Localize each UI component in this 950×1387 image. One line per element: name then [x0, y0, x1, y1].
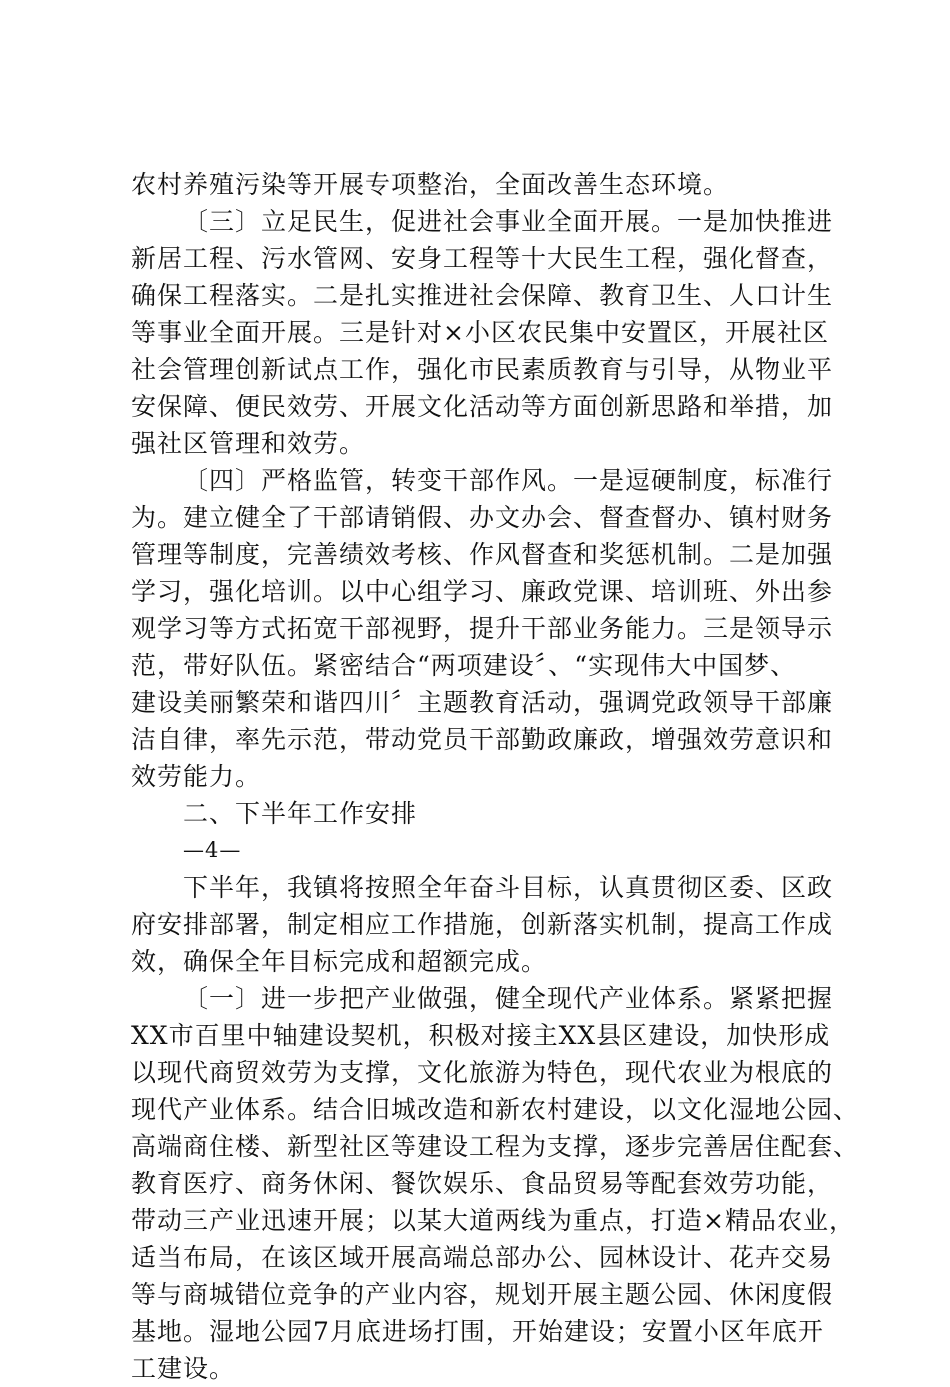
- text-line: 观学习等方式拓宽干部视野，提升干部业务能力。三是领导示: [131, 614, 834, 643]
- text-line: 强社区管理和效劳。: [131, 429, 366, 458]
- text-line: 〔一〕进一步把产业做强，健全现代产业体系。紧紧把握: [183, 984, 834, 1013]
- text-line: 以现代商贸效劳为支撑，文化旅游为特色，现代农业为根底的: [131, 1058, 834, 1087]
- page-number: —4—: [183, 838, 242, 862]
- text-line: 〔四〕严格监管，转变干部作风。一是逗硬制度，标准行: [183, 466, 834, 495]
- text-line: 教育医疗、商务休闲、餐饮娱乐、食品贸易等配套效劳功能，: [131, 1169, 834, 1198]
- text-line: 农村养殖污染等开展专项整治，全面改善生态环境。: [131, 170, 730, 199]
- text-line: 二、下半年工作安排: [183, 799, 418, 828]
- text-line: 安保障、便民效劳、开展文化活动等方面创新思路和举措，加: [131, 392, 834, 421]
- text-line: 社会管理创新试点工作，强化市民素质教育与引导，从物业平: [131, 355, 834, 384]
- text-line: XX市百里中轴建设契机，积极对接主XX县区建设，加快形成: [131, 1021, 831, 1050]
- text-line: 新居工程、污水管网、安身工程等十大民生工程，强化督查，: [131, 244, 834, 273]
- text-line: 效劳能力。: [131, 762, 262, 791]
- text-line: 工建设。: [131, 1354, 236, 1383]
- text-line: 下半年，我镇将按照全年奋斗目标，认真贯彻区委、区政: [183, 873, 834, 902]
- text-line: 等与商城错位竞争的产业内容，规划开展主题公园、休闲度假: [131, 1280, 834, 1309]
- text-line: 确保工程落实。二是扎实推进社会保障、教育卫生、人口计生: [131, 281, 834, 310]
- text-line: 范，带好队伍。紧密结合“两项建设〞、“实现伟大中国梦、: [131, 651, 797, 680]
- document-body: [131, 166, 860, 1387]
- text-line: 为。建立健全了干部请销假、办文办会、督查督办、镇村财务: [131, 503, 834, 532]
- text-line: 学习，强化培训。以中心组学习、廉政党课、培训班、外出参: [131, 577, 834, 606]
- text-line: 建设美丽繁荣和谐四川〞主题教育活动，强调党政领导干部廉: [131, 688, 834, 717]
- text-line: 等事业全面开展。三是针对×小区农民集中安置区，开展社区: [131, 318, 829, 347]
- text-line: 管理等制度，完善绩效考核、作风督查和奖惩机制。二是加强: [131, 540, 834, 569]
- text-line: 基地。湿地公园7月底进场打围，开始建设；安置小区年底开: [131, 1317, 824, 1346]
- text-line: 效，确保全年目标完成和超额完成。: [131, 947, 548, 976]
- text-line: 府安排部署，制定相应工作措施，创新落实机制，提高工作成: [131, 910, 834, 939]
- text-line: 〔三〕立足民生，促进社会事业全面开展。一是加快推进: [183, 207, 834, 236]
- text-line: 洁自律，率先示范，带动党员干部勤政廉政，增强效劳意识和: [131, 725, 834, 754]
- text-line: 适当布局，在该区域开展高端总部办公、园林设计、花卉交易: [131, 1243, 834, 1272]
- text-line: 高端商住楼、新型社区等建设工程为支撑，逐步完善居住配套、: [131, 1132, 860, 1161]
- text-line: 带动三产业迅速开展；以某大道两线为重点，打造×精品农业，: [131, 1206, 855, 1235]
- text-line: 现代产业体系。结合旧城改造和新农村建设，以文化湿地公园、: [131, 1095, 860, 1124]
